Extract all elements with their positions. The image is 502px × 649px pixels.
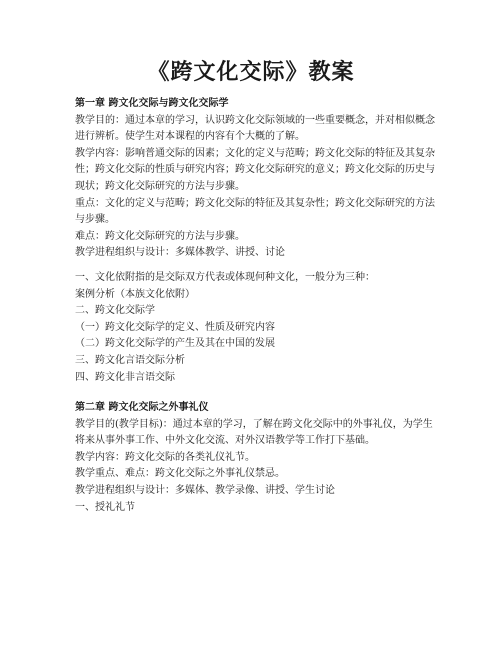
outline-item: （二）跨文化交际学的产生及其在中国的发展 (75, 338, 275, 350)
chapter1-heading: 第一章 跨文化交际与跨文化交际学 (75, 98, 229, 109)
chapter1-process: 教学进程组织与设计：多媒体教学、讲授、讨论 (75, 247, 285, 259)
chapter2-heading: 第二章 跨文化交际之外事礼仪 (75, 402, 209, 414)
chapter1-objective: 教学目的：通过本章的学习，认识跨文化交际领域的一些重要概念，并对相似概念进行辨析。使学生对本课程的内容有个大概的了解。 (75, 114, 435, 143)
outline-item: 案例分析（本族文化依附） (75, 288, 195, 300)
chapter2-objective: 教学目的(教学目标)：通过本章的学习，了解在跨文化交际中的外事礼仪，为学生将来从事外事工作、中外文化交流、对外汉语教学等工作打下基础。 (75, 418, 433, 447)
spacer (75, 386, 435, 400)
chapter2-process: 教学进程组织与设计：多媒体、教学录像、讲授、学生讨论 (75, 485, 335, 497)
outline-item: 一、文化依附指的是交际双方代表或体现何种文化，一般分为三种： (75, 271, 375, 283)
chapter2-content: 教学内容：跨文化交际的各类礼仪礼节。 (75, 451, 255, 463)
document-title: 《跨文化交际》教案 (147, 60, 355, 85)
outline-item: 四、跨文化非言语交际 (75, 371, 175, 383)
outline-item: 二、跨文化交际学 (75, 305, 155, 317)
chapter1-key-points: 重点：文化的定义与范畴；跨文化交际的特征及其复杂性；跨文化交际研究的方法与步骤。 (75, 197, 435, 226)
chapter2-section-1: 一、授礼礼节 (75, 501, 135, 513)
outline-item: （一）跨文化交际学的定义、性质及研究内容 (75, 321, 275, 333)
document-body (75, 96, 435, 516)
spacer (75, 262, 435, 270)
outline-item: 三、跨文化言语交际分析 (75, 354, 185, 366)
chapter2-key-points: 教学重点、难点：跨文化交际之外事礼仪禁忌。 (75, 468, 285, 480)
chapter1-content: 教学内容：影响普通交际的因素；文化的定义与范畴；跨文化交际的特征及其复杂性；跨文化交际的性质与研究内容；跨文化交际研究的意义；跨文化交际的历史与现状；跨文化交际研究的方法与步骤。 (75, 147, 435, 192)
chapter1-difficulties: 难点：跨文化交际研究的方法与步骤。 (75, 230, 245, 242)
